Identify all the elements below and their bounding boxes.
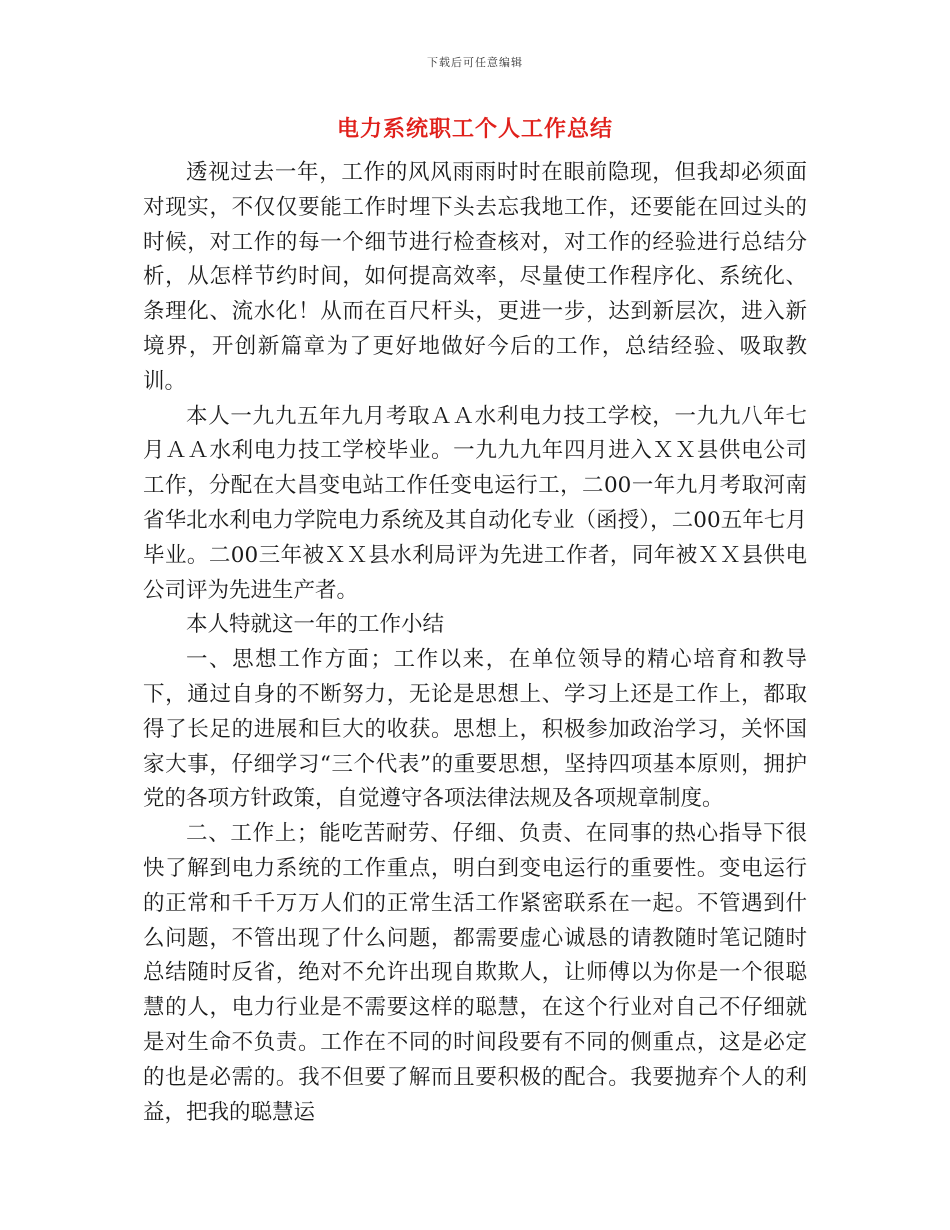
- paragraph-work: 二、工作上；能吃苦耐劳、仔细、负责、在同事的热心指导下很快了解到电力系统的工作重点，明白到变电运行的重要性。变电运行的正常和千千万万人们的正常生活工作紧密联系在一起。不管遇到什么问题，不管出现了什么问题，都需要虚心诚恳的请教随时笔记随时总结随时反省，绝对不允许出现自欺欺人，让师傅以为你是一个很聪慧的人，电力行业是不需要这样的聪慧，在这个行业对自己不仔细就是对生命不负责。工作在不同的时间段要有不同的侧重点，这是必定的也是必需的。我不但要了解而且要积极的配合。我要抛弃个人的利益，把我的聪慧运: [143, 821, 807, 1125]
- header-note: 下载后可任意编辑: [427, 56, 523, 69]
- paragraph-ideology: 一、思想工作方面；工作以来，在单位领导的精心培育和教导下，通过自身的不断努力，无论是思想上、学习上还是工作上，都取得了长足的进展和巨大的收获。思想上，积极参加政治学习，关怀国家大事，仔细学习“三个代表”的重要思想，坚持四项基本原则，拥护党的各项方针政策，自觉遵守各项法律法规及各项规章制度。: [143, 647, 807, 812]
- paragraph-background: 本人一九九五年九月考取ＡＡ水利电力技工学校，一九九八年七月ＡＡ水利电力技工学校毕业。一九九九年四月进入ＸＸ县供电公司工作，分配在大昌变电站工作任变电运行工，二00一年九月考取河南省华北水利电力学院电力系统及其自动化专业（函授），二00五年七月毕业。二00三年被ＸＸ县水利局评为先进工作者，同年被ＸＸ县供电公司评为先进生产者。: [143, 403, 807, 603]
- document-body: [143, 156, 807, 1130]
- paragraph-intro: 透视过去一年，工作的风风雨雨时时在眼前隐现，但我却必须面对现实，不仅仅要能工作时埋下头去忘我地工作，还要能在回过头的时候，对工作的每一个细节进行检查核对，对工作的经验进行总结分析，从怎样节约时间，如何提高效率，尽量使工作程序化、系统化、条理化、流水化！从而在百尺杆头，更进一步，达到新层次，进入新境界，开创新篇章为了更好地做好今后的工作，总结经验、吸取教训。: [143, 160, 807, 394]
- document-title: 电力系统职工个人工作总结: [336, 117, 613, 142]
- paragraph-summary-lead: 本人特就这一年的工作小结: [186, 612, 445, 638]
